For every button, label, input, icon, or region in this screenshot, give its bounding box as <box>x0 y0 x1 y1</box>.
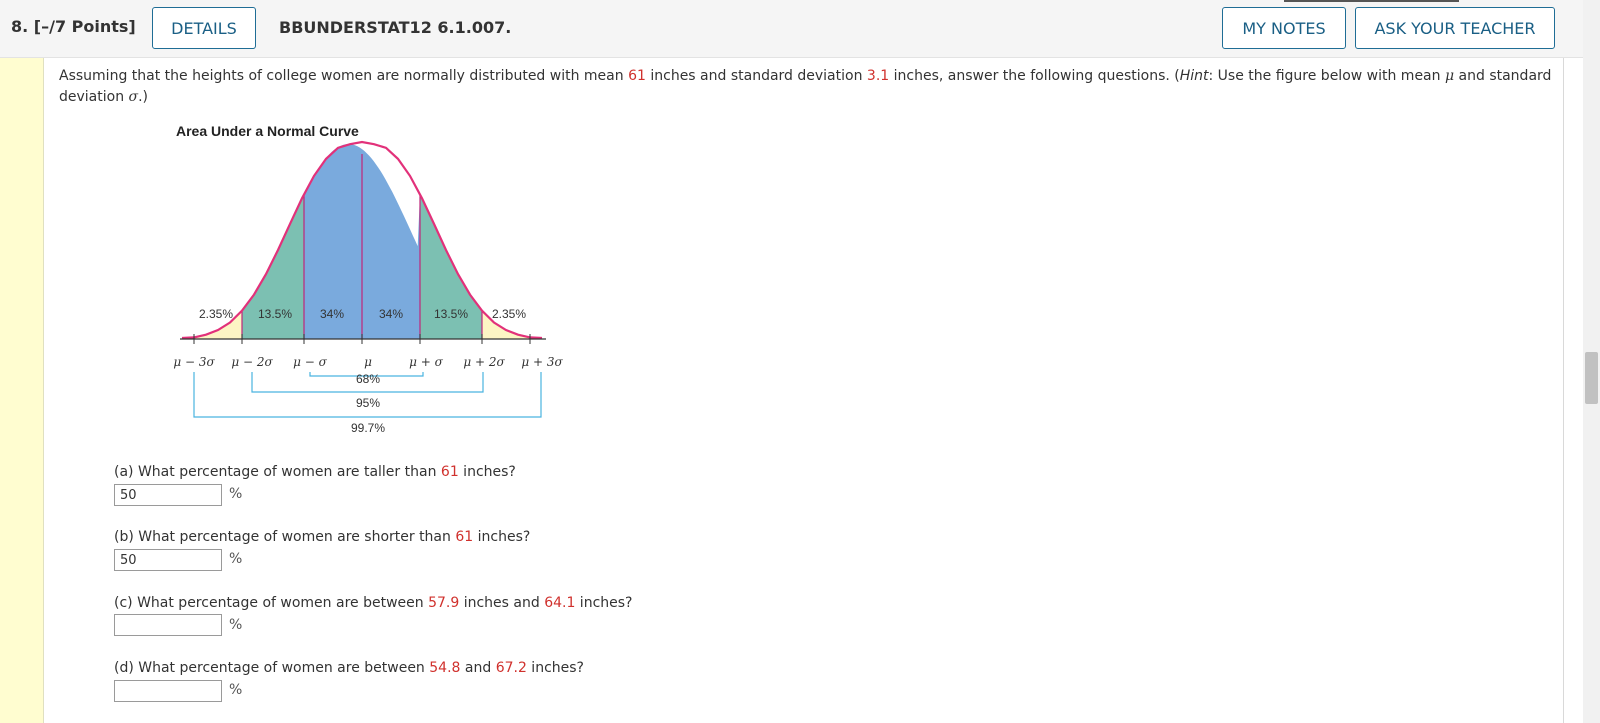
question-d <box>114 660 584 676</box>
question-text: (d) What percentage of women are between <box>114 660 430 676</box>
normal-curve-figure <box>170 120 590 450</box>
figure-title: Area Under a Normal Curve <box>176 123 359 139</box>
question-text: inches? <box>526 660 584 676</box>
my-notes-button[interactable]: MY NOTES <box>1222 7 1346 49</box>
region-label: 34% <box>378 307 404 321</box>
percent-unit: % <box>229 486 243 502</box>
hint-label: Hint <box>1179 68 1209 84</box>
question-text: inches and <box>459 595 545 611</box>
axis-label: μ <box>364 355 372 369</box>
intro-text: inches and standard deviation <box>645 68 867 84</box>
bracket-label: 99.7% <box>350 421 386 435</box>
bracket-labels <box>351 372 385 435</box>
percent-unit: % <box>229 617 243 633</box>
intro-text: and standard deviation <box>59 68 1552 105</box>
question-b <box>114 529 530 545</box>
question-header <box>0 0 1600 58</box>
ask-your-teacher-button[interactable]: ASK YOUR TEACHER <box>1355 7 1555 49</box>
bracket-label: 95% <box>355 396 381 410</box>
question-value: 61 <box>440 464 459 480</box>
sd-value: 3.1 <box>866 68 890 84</box>
axis-label: μ + 3σ <box>521 355 563 369</box>
question-a <box>114 464 516 480</box>
intro-text: Assuming that the heights of college women are normally distributed with mean <box>59 68 629 84</box>
scrollbar-thumb[interactable] <box>1585 352 1598 404</box>
question-text: (b) What percentage of women are shorter than <box>114 529 456 545</box>
axis-label: μ + σ <box>409 355 443 369</box>
region-label: 2.35% <box>198 307 234 321</box>
question-value: 64.1 <box>544 595 576 611</box>
mean-value: 61 <box>628 68 646 84</box>
sigma-symbol: σ <box>128 89 139 105</box>
intro-text: inches, answer the following questions. ( <box>889 68 1180 84</box>
vertical-scrollbar[interactable] <box>1583 0 1600 723</box>
answer-d-input[interactable] <box>114 680 222 702</box>
question-text: inches? <box>473 529 531 545</box>
top-divider <box>1284 0 1459 2</box>
question-number: 8. [–/7 Points] <box>11 17 136 36</box>
region-label: 34% <box>319 307 345 321</box>
axis-label: μ − 3σ <box>173 355 215 369</box>
question-value: 67.2 <box>495 660 527 676</box>
question-text: and <box>460 660 496 676</box>
axis-labels <box>173 355 563 369</box>
axis-label: μ + 2σ <box>463 355 505 369</box>
left-margin-strip <box>0 58 44 723</box>
region-label: 13.5% <box>433 307 469 321</box>
details-button[interactable]: DETAILS <box>152 7 256 49</box>
percent-unit: % <box>229 682 243 698</box>
bracket-label: 68% <box>355 372 381 386</box>
region-label: 2.35% <box>491 307 527 321</box>
answer-b-input[interactable] <box>114 549 222 571</box>
region-label: 13.5% <box>257 307 293 321</box>
question-value: 57.9 <box>428 595 460 611</box>
question-value: 54.8 <box>429 660 461 676</box>
question-value: 61 <box>455 529 474 545</box>
normal-curve-svg <box>170 120 590 450</box>
question-text: (a) What percentage of women are taller than <box>114 464 441 480</box>
content-border <box>1563 58 1564 723</box>
axis-label: μ − σ <box>293 355 327 369</box>
question-text: inches? <box>575 595 633 611</box>
question-code: BBUNDERSTAT12 6.1.007. <box>279 18 512 37</box>
question-c <box>114 595 632 611</box>
percent-unit: % <box>229 551 243 567</box>
answer-c-input[interactable] <box>114 614 222 636</box>
question-intro <box>59 66 1554 108</box>
intro-text: : Use the figure below with mean <box>1208 68 1445 84</box>
answer-a-input[interactable] <box>114 484 222 506</box>
intro-text: .) <box>138 89 149 105</box>
question-text: (c) What percentage of women are between <box>114 595 429 611</box>
mu-symbol: μ <box>1444 68 1455 84</box>
question-text: inches? <box>458 464 516 480</box>
axis-label: μ − 2σ <box>231 355 273 369</box>
